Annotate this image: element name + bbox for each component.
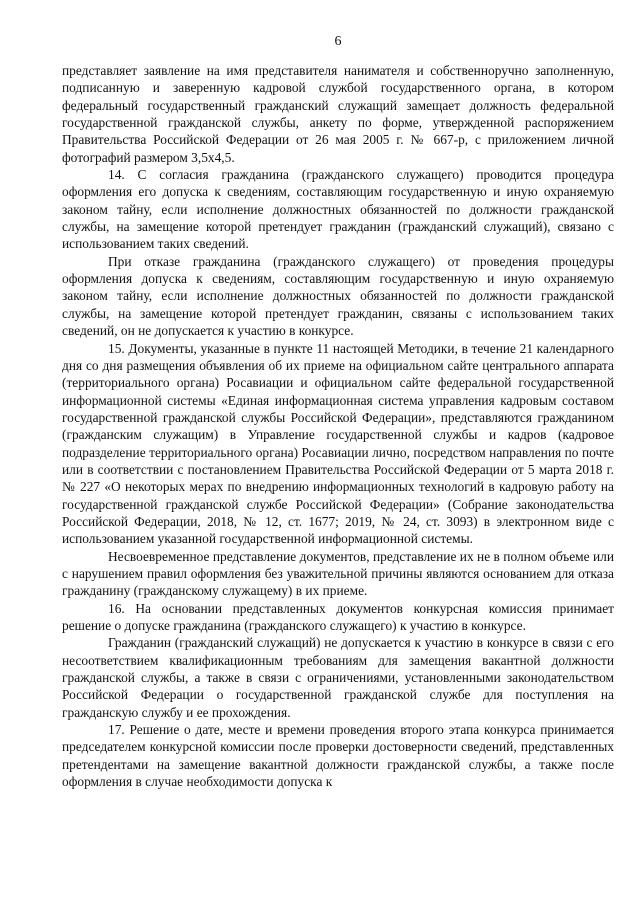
page-number: 6 [334,34,342,49]
paragraph-17: 17. Решение о дате, месте и времени проведения второго этапа конкурса принимается председателем конкурсной комиссии после проверки достоверности сведений, представленных претендентами на замещение вакантной должности гражданской службы, а также после оформления в случае необходимости допуска к [62,722,614,790]
paragraph-intro-continuation: представляет заявление на имя представителя нанимателя и собственноручно заполненную, подписанную и заверенную кадровой службой государственного органа, в котором федеральный государственный гражданский служащий замещает должность федеральной государственной гражданской службы, анкету по форме, утвержденной распоряжением Правительства Российской Федерации от 26 мая 2005 г. № 667-р, с приложением личной фотографий размером 3,5х4,5. [62,63,614,165]
paragraph-15: 15. Документы, указанные в пункте 11 настоящей Методики, в течение 21 календарного дня со дня размещения объявления об их приеме на официальном сайте центрального аппарата (территориального органа) Росавиации и официальном сайте федеральной государственной информационной системы «Единая информационная система управления кадровым составом государственной гражданской службы Российской Федерации», представляются гражданином (гражданским служащим) в Управление государственной службы и кадров (кадровое подразделение территориального органа) Росавиации лично, посредством направления по почте или в соответствии с постановлением Правительства Российской Федерации от 5 марта 2018 г. № 227 «О некоторых мерах по внедрению информационных технологий в кадровую работу на государственной гражданской службе Российской Федерации» (Собрание законодательства Российской Федерации, 2018, № 12, ст. 1677; 2019, № 24, ст. 3093) в электронном виде с использованием указанной государственной информационной системы. [62,340,614,547]
paragraph-16: 16. На основании представленных документов конкурсная комиссия принимает решение о допуске гражданина (гражданского служащего) к участию в конкурсе. [62,600,614,633]
paragraph-15-late-submission: Несвоевременное представление документов, представление их не в полном объеме или с нарушением правил оформления без уважительной причины являются основанием для отказа гражданину (гражданскому служащему) в их приеме. [62,548,614,599]
paragraph-14-refusal: При отказе гражданина (гражданского служащего) от проведения процедуры оформления допуска к сведениям, составляющим государственную и иную охраняемую законом тайну, если исполнение должностных обязанностей по должности гражданской службы, на замещение которой претендует гражданин, связаны с использованием таких сведений, он не допускается к участию в конкурсе. [62,253,614,339]
paragraph-16-not-admitted: Гражданин (гражданский служащий) не допускается к участию в конкурсе в связи с его несоответствием квалификационным требованиям для замещения вакантной должности гражданской службы, а также в связи с ограничениями, установленными законодательством Российской Федерации о государственной гражданской службе для поступления на гражданскую службу и ее прохождения. [62,635,614,720]
paragraph-14: 14. С согласия гражданина (гражданского служащего) проводится процедура оформления его допуска к сведениям, составляющим государственную и иную охраняемую законом тайну, если исполнение должностных обязанностей по должности гражданской службы, на замещение которой претендует гражданин (гражданский служащий), связано с использованием таких сведений. [62,167,614,252]
